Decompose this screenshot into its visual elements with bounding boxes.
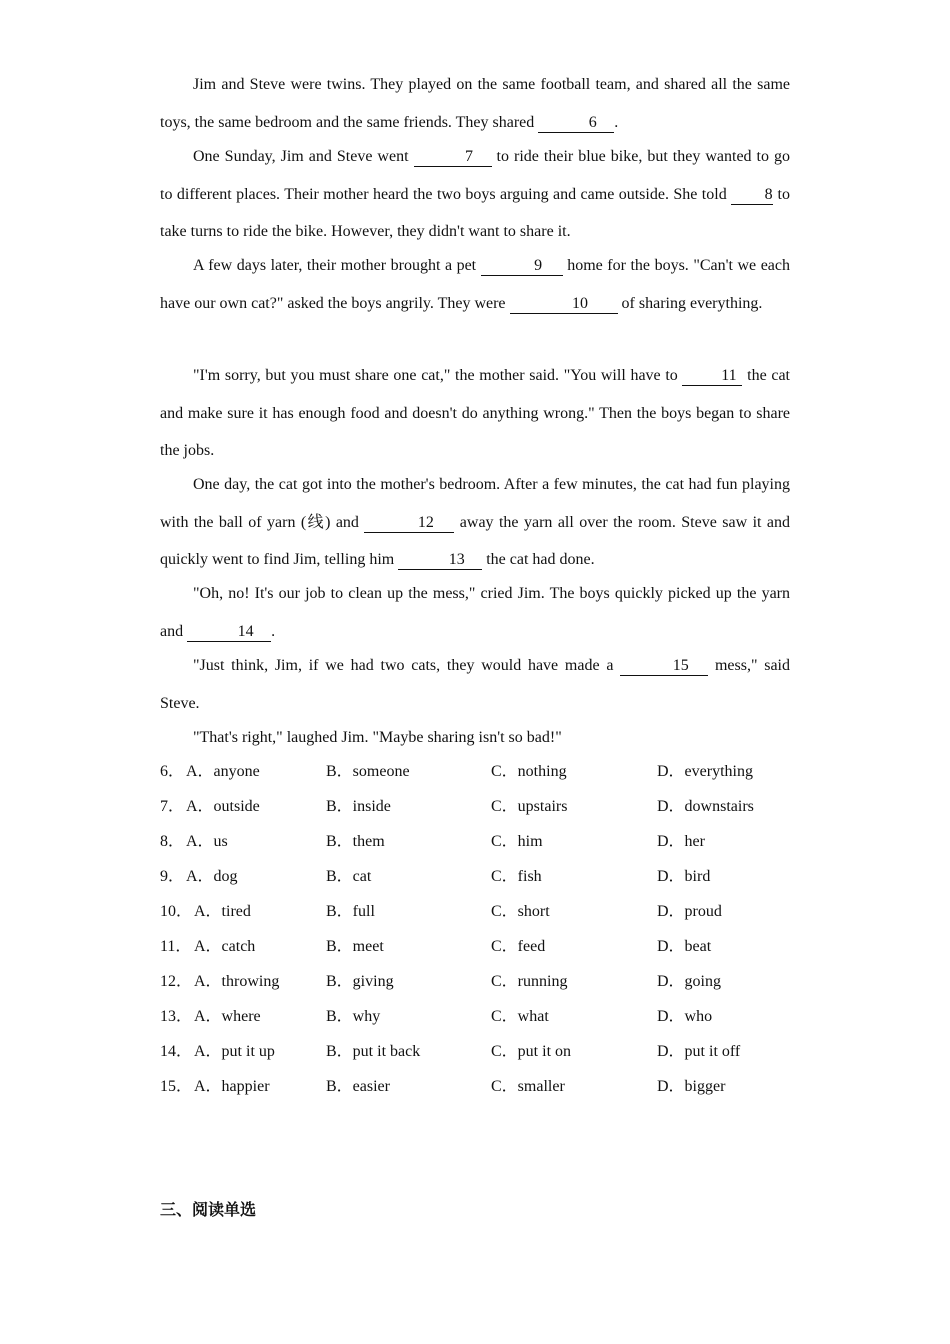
option-b[interactable]: B．someone [326,763,410,780]
blank-11: 11 [682,368,742,386]
question-row: 11． A．catch B．meet C．feed D．beat [160,936,860,958]
question-row: 8． A．us B．them C．him D．her [160,831,860,853]
option-c[interactable]: C．running [491,973,568,990]
question-row: 13． A．where B．why C．what D．who [160,1006,860,1028]
option-a[interactable]: A．anyone [186,763,260,780]
question-row: 10． A．tired B．full C．short D．proud [160,901,860,923]
paragraph-4: "I'm sorry, but you must share one cat," the mother said. "You will have to 11 the cat and make sure it has enough food and doesn't do anything wrong." Then the boys began to share the jobs. [160,367,791,459]
option-a[interactable]: A．throwing [194,973,280,990]
section-heading: 三、阅读单选 [160,1200,257,1219]
paragraph-2: One Sunday, Jim and Steve went 7 to ride their blue bike, but they wanted to go to different places. Their mother heard the two boys arguing and came outside. She told 8 to take turns to ride the bike. However, they didn't want to share it. [160,148,791,240]
blank-6: 6 [538,115,614,133]
option-d[interactable]: D．who [657,1008,713,1025]
option-a[interactable]: A．put it up [194,1043,275,1060]
option-a[interactable]: A．where [194,1008,261,1025]
option-b[interactable]: B．meet [326,938,384,955]
blank-7: 7 [414,149,492,167]
paragraph-6: "Oh, no! It's our job to clean up the mess," cried Jim. The boys quickly picked up the yarn and 14 . [160,585,790,640]
option-c[interactable]: C．upstairs [491,798,568,815]
question-row: 15． A．happier B．easier C．smaller D．bigger [160,1076,860,1098]
paragraph-5: One day, the cat got into the mother's bedroom. After a few minutes, the cat had fun playing with the ball of yarn (线) and 12 away the yarn all over the room. Steve saw it and quickly went to find Jim, telling him 13 the cat had done. [160,476,790,568]
option-a[interactable]: A．us [186,833,228,850]
option-c[interactable]: C．fish [491,868,542,885]
option-d[interactable]: D．proud [657,903,722,920]
option-c[interactable]: C．what [491,1008,549,1025]
option-b[interactable]: B．put it back [326,1043,421,1060]
option-c[interactable]: C．put it on [491,1043,572,1060]
option-b[interactable]: B．why [326,1008,381,1025]
blank-14: 14 [187,624,271,642]
option-b[interactable]: B．full [326,903,375,920]
paragraph-1: Jim and Steve were twins. They played on the same football team, and shared all the same toys, the same bedroom and the same friends. They shared 6 . [160,76,790,131]
blank-12: 12 [364,515,454,533]
option-a[interactable]: A．outside [186,798,260,815]
paragraph-8: "That's right," laughed Jim. "Maybe sharing isn't so bad!" [193,729,562,746]
option-d[interactable]: D．downstairs [657,798,754,815]
blank-13: 13 [398,552,482,570]
option-d[interactable]: D．bigger [657,1078,726,1095]
paragraph-3: A few days later, their mother brought a pet 9 home for the boys. "Can't we each have our own cat?" asked the boys angrily. They were 10 of sharing everything. [160,257,791,312]
blank-10: 10 [510,296,618,314]
paragraph-7: "Just think, Jim, if we had two cats, they would have made a 15 mess," said Steve. [160,657,791,712]
option-a[interactable]: A．dog [186,868,238,885]
option-c[interactable]: C．him [491,833,543,850]
option-c[interactable]: C．nothing [491,763,567,780]
option-d[interactable]: D．her [657,833,705,850]
option-b[interactable]: B．inside [326,798,391,815]
question-row: 9． A．dog B．cat C．fish D．bird [160,866,860,888]
option-b[interactable]: B．easier [326,1078,390,1095]
option-a[interactable]: A．tired [194,903,251,920]
blank-8: 8 [731,187,773,205]
option-a[interactable]: A．catch [194,938,256,955]
option-c[interactable]: C．short [491,903,550,920]
question-row: 14． A．put it up B．put it back C．put it on D．put it off [160,1041,860,1063]
option-c[interactable]: C．feed [491,938,546,955]
option-d[interactable]: D．going [657,973,722,990]
option-d[interactable]: D．bird [657,868,711,885]
question-row: 7． A．outside B．inside C．upstairs D．downstairs [160,796,860,818]
option-d[interactable]: D．put it off [657,1043,741,1060]
question-row: 12． A．throwing B．giving C．running D．going [160,971,860,993]
option-a[interactable]: A．happier [194,1078,270,1095]
option-d[interactable]: D．beat [657,938,712,955]
option-b[interactable]: B．giving [326,973,394,990]
option-b[interactable]: B．them [326,833,385,850]
option-c[interactable]: C．smaller [491,1078,565,1095]
blank-15: 15 [620,658,708,676]
option-d[interactable]: D．everything [657,763,753,780]
option-b[interactable]: B．cat [326,868,372,885]
question-row: 6． A．anyone B．someone C．nothing D．everything [160,761,860,783]
blank-9: 9 [481,258,563,276]
